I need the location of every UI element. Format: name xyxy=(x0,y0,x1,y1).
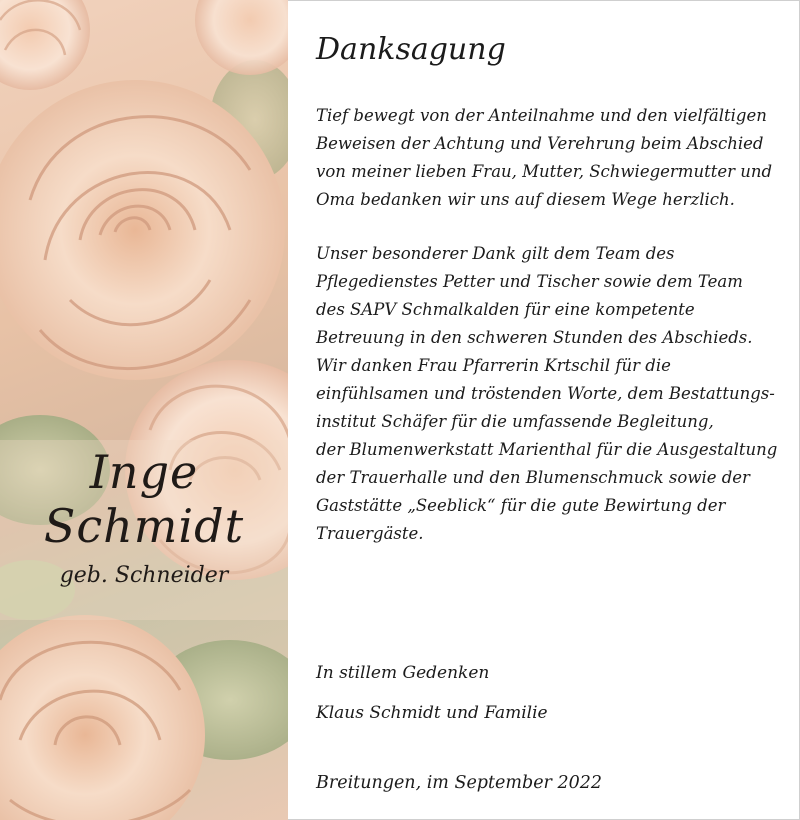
paragraph-line: Tief bewegt von der Anteilnahme und den vielfältigen xyxy=(316,106,767,125)
deceased-maiden-name: geb. Schneider xyxy=(59,563,229,588)
paragraph-line: Unser besonderer Dank gilt dem Team des xyxy=(316,244,675,263)
paragraph-line: der Blumenwerkstatt Marienthal für die Ausgestaltung xyxy=(316,440,778,459)
deceased-name-block xyxy=(0,445,288,588)
deceased-first-name: Inge xyxy=(89,445,199,499)
signature: Klaus Schmidt und Familie xyxy=(316,703,548,723)
paragraph-line: von meiner lieben Frau, Mutter, Schwiegermutter und xyxy=(316,162,773,181)
paragraph-line: Beweisen der Achtung und Verehrung beim Abschied xyxy=(316,134,764,153)
notice-text-column xyxy=(316,30,786,548)
paragraph-thanks xyxy=(316,102,786,214)
paragraph-line: des SAPV Schmalkalden für eine kompetente xyxy=(316,300,695,319)
paragraph-line: institut Schäfer für die umfassende Begleitung, xyxy=(316,412,714,431)
paragraph-special-thanks xyxy=(316,240,786,548)
paragraph-line: Gaststätte „Seeblick“ für die gute Bewirtung der xyxy=(316,496,726,515)
deceased-last-name: Schmidt xyxy=(43,499,245,553)
paragraph-line: der Trauerhalle und den Blumenschmuck sowie der xyxy=(316,468,750,487)
paragraph-line: Betreuung in den schweren Stunden des Abschieds. xyxy=(316,328,753,347)
paragraph-line: Trauergäste. xyxy=(316,524,424,543)
roses-illustration xyxy=(0,0,288,820)
paragraph-line: Pflegedienstes Petter und Tischer sowie dem Team xyxy=(316,272,743,291)
paragraph-line: Oma bedanken wir uns auf diesem Wege herzlich. xyxy=(316,190,735,209)
paragraph-line: Wir danken Frau Pfarrerin Krtschil für die xyxy=(316,356,671,375)
closing-phrase: In stillem Gedenken xyxy=(316,663,490,683)
paragraph-line: einfühlsamen und tröstenden Worte, dem Bestattungs- xyxy=(316,384,775,403)
notice-title: Danksagung xyxy=(316,32,506,67)
place-date: Breitungen, im September 2022 xyxy=(316,773,603,793)
roses-photo xyxy=(0,0,288,820)
